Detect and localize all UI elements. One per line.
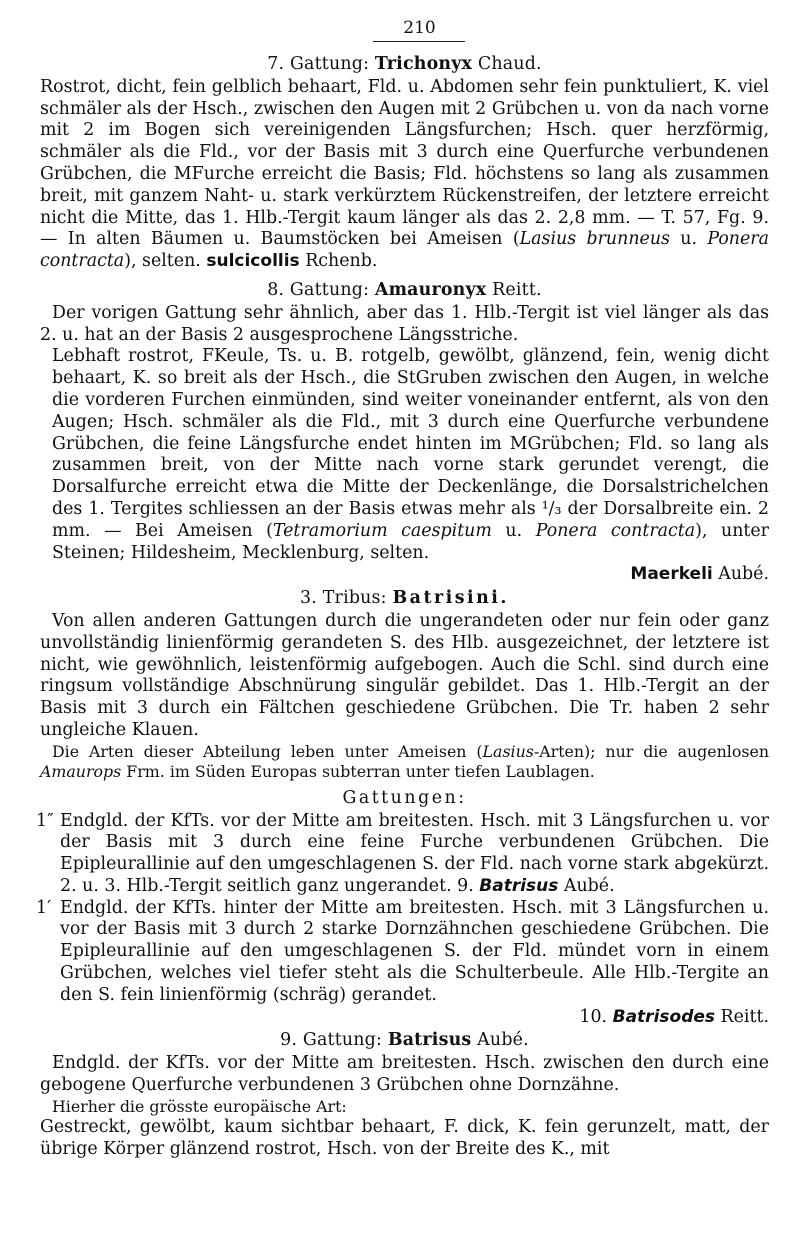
genus-author: Chaud. [477,54,542,74]
species-line [40,564,769,586]
result-author: Aubé. [563,875,615,896]
genus-author: Aubé. [477,1030,529,1051]
result-author: Reitt. [720,1006,769,1027]
genus-name: Trichonyx [374,54,473,74]
connector-text: u. [669,229,708,250]
genus-heading-batrisus [40,1030,769,1052]
description-text: Lebhaft rostrot, FKeule, Ts. u. B. rotgelb, gewölbt, glänzend, fein, wenig dicht behaart, K. so breit als der Hsch., die StGruben zwischen den Augen, in welche die vorderen Furchen einmünden, sind weiter voneinander entfernt, als von den Augen; Hsch. schmäler als die Fld., mit 3 durch eine Querfurche verbundene Grübchen, die feine Längsfurche endet hinten im MGrübchen; Fld. so lang als zusammen breit, von der Mitte nach vorne stark gerundet verengt, die Dorsalfurche erreicht etwa die Mitte der Deckenlänge, die Dorsalstrichelchen des 1. Tergites schliessen an der Basis etwas mehr als [52,346,769,519]
host-ant-name: Ponera contracta [535,520,696,541]
description-tail: ), unter Steinen; Hildesheim, Mecklenburg, selten. [52,520,769,563]
amauronyx-diagnosis: Der vorigen Gattung sehr ähnlich, aber das 1. Hlb.-Tergit ist viel länger als das 2. u. hat an der Basis 2 ausgesprochene Längsstriche. [40,302,769,345]
amauronyx-description [40,346,769,564]
header-rule [373,41,465,42]
trichonyx-description [40,77,769,273]
tribe-description: Von allen anderen Gattungen durch die ungerandeten oder nur fein oder ganz unvollständig linienförmig gerandeten S. des Hlb. ausgezeichnet, der letztere ist nicht, wie gewöhnlich, leistenförmig aufgebogen. Auch die Schl. sind durch eine ringsum vollständige Abschnürung singulär gebildet. Das 1. Hlb.-Tergit an der Basis mit 3 durch ein Fältchen geschiedene Grübchen. Die Tr. haben 2 sehr ungleiche Klauen. [40,610,769,740]
description-text: Rostrot, dicht, fein gelblich behaart, Fld. u. Abdomen sehr fein punktuliert, K. viel schmäler als der Hsch., zwischen den Augen mit 2 Grübchen u. von da nach vorne mit 2 im Bogen sich vereinigenden Längsfurchen; Hsch. quer herzförmig, schmäler als die Fld., vor der Basis mit 3 durch eine Querfurche verbundenen Grübchen, die MFurche erreicht die Basis; Fld. höchstens so lang als zusammen breit, mit ganzem Naht- u. stark verkürztem Rückenstreifen, der letztere erreicht nicht die Mitte, das 1. Hlb.-Tergit kaum länger als das 2. 2,8 mm. — T. 57, Fg. 9. — In alten Bäumen u. Baumstöcken bei Ameisen ( [40,76,769,250]
ant-genus-name: Lasius [482,741,534,761]
batrisus-note: Hierher die grösste europäische Art: [52,1096,347,1116]
genus-name: Amauronyx [374,279,487,300]
heading-prefix: 8. Gattung: [267,279,370,300]
couplet-text [60,811,769,898]
host-ant-name: Tetramorium caespitum [272,520,492,541]
result-genus: Batrisus [479,875,559,896]
note-text: Frm. im Süden Europas subterran unter tiefen Laublagen. [121,761,595,781]
species-name: Maerkeli [630,564,713,585]
genus-author: Reitt. [492,279,542,300]
note-text: -Arten); nur die augenlosen [533,741,769,761]
note-text: Die Arten dieser Abteilung leben unter Ameisen ( [52,741,483,761]
couplet-number: 1′ [36,897,52,918]
result-genus: Batrisodes [612,1006,716,1027]
tribe-biology-note [40,742,769,782]
description-tail: ), selten. [124,251,201,272]
beetle-genus-name: Amaurops [40,761,122,781]
fraction: ¹/₃ [541,498,562,519]
species-author: Aubé. [718,564,769,585]
heading-prefix: 9. Gattung: [280,1030,383,1051]
couplet-description: Endgld. der KfTs. vor der Mitte am breitesten. Hsch. mit 3 Längsfurchen u. vor der Basis mit 3 durch eine feine Furche verbundenen Grübchen. Die Epipleurallinie auf den umgeschlagenen S. der Fld. nach vorne stark abgekürzt. 2. u. 3. Hlb.-Tergit seitlich ganz ungerandet. [60,810,769,896]
genus-heading-amauronyx [40,280,769,302]
batrisus-diagnosis: Endgld. der KfTs. vor der Mitte am breitesten. Hsch. zwischen den durch eine gebogene Querfurche verbundenen 3 Grübchen ohne Dornzähne. [40,1053,769,1096]
key-couplet-1a [36,810,769,898]
couplet-text: Endgld. der KfTs. hinter der Mitte am breitesten. Hsch. mit 3 Längsfurchen u. vor der Basis mit 3 durch 2 starke Dornzähnchen geschiedene Grübchen. Die Epipleurallinie auf den umgeschlagenen S. der Fld. mündet vorn in einem Grübchen, welches viel tiefer steht als die Schulterbeule. Alle Hlb.-Tergite an den S. fein linienförmig (schräg) gerandet. [60,897,769,1005]
result-number: 9. [457,875,474,896]
genus-name: Batrisus [387,1030,472,1051]
couplet-number: 1″ [36,810,54,831]
page-number: 210 [403,18,436,38]
description-text-cont: der Dorsalbreite ein. 2 mm. — Bei Ameisen ( [52,498,769,541]
connector-text: u. [491,520,536,541]
tribe-heading [40,588,769,610]
species-author: Rchenb. [305,251,378,272]
genus-heading-trichonyx [40,54,769,76]
tribe-name: Batrisini. [392,588,509,609]
heading-prefix: 7. Gattung: [267,54,370,74]
result-number: 10. [579,1006,608,1027]
species-name: sulcicollis [206,251,300,272]
host-ant-name: Ponera contracta [40,229,769,272]
heading-prefix: 3. Tribus: [300,588,387,609]
key-heading: Gattungen: [342,787,467,808]
host-ant-name: Lasius brunneus [519,229,670,250]
batrisus-description: Gestreckt, gewölbt, kaum sichtbar behaart, F. dick, K. fein gerunzelt, matt, der übrige Körper glänzend rostrot, Hsch. von der Breite des K., mit [40,1116,769,1159]
key-couplet-1b [36,897,769,1007]
key-result-line [56,1007,769,1029]
